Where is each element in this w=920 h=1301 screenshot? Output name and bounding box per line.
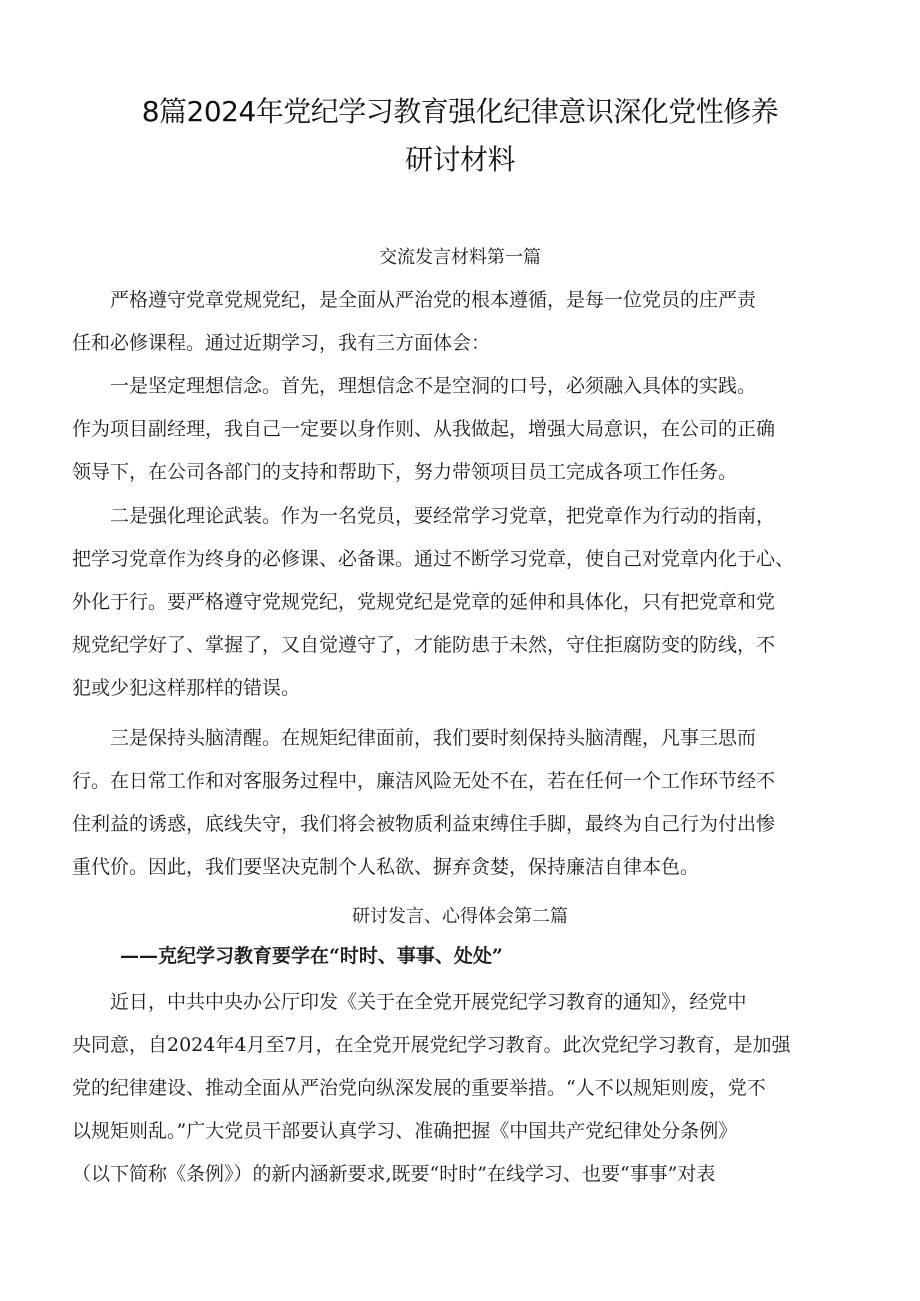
document-title-line2: 研讨材料 (404, 143, 515, 176)
paragraph-line: （以下简称《条例》）的新内涵新要求,既要“时时”在线学习、也要“事事”对表 (72, 1163, 716, 1185)
paragraph-line: 央同意，自2024年4月至7月，在全党开展党纪学习教育。此次党纪学习教育，是加强 (72, 1034, 791, 1056)
section2-paragraph-1 (72, 981, 872, 1196)
paragraph-line: 一是坚定理想信念。首先，理想信念不是空洞的口号，必须融入具体的实践。 (110, 375, 757, 397)
paragraph-line: 三是保持头脑清醒。在规矩纪律面前，我们要时刻保持头脑清醒，凡事三思而 (110, 727, 757, 749)
paragraph-line: 住利益的诱惑，底线失守，我们将会被物质利益束缚住手脚，最终为自己行为付出惨 (72, 813, 776, 835)
paragraph-line: 以规矩则乱。”广大党员干部要认真学习、准确把握《中国共产党纪律处分条例》 (72, 1120, 738, 1142)
section1-heading: 交流发言材料第一篇 (379, 247, 541, 268)
section2-heading: 研讨发言、心得体会第二篇 (352, 906, 568, 927)
paragraph-line: 任和必修课程。通过近期学习，我有三方面体会： (72, 332, 491, 354)
paragraph-line: 严格遵守党章党规党纪，是全面从严治党的根本遵循，是每一位党员的庄严责 (110, 289, 757, 311)
paragraph-line: 作为项目副经理，我自己一定要以身作则、从我做起，增强大局意识，在公司的正确 (72, 418, 776, 440)
paragraph-line: 二是强化理论武装。作为一名党员，要经常学习党章，把党章作为行动的指南， (110, 505, 776, 527)
paragraph-line: 重代价。因此，我们要坚决克制个人私欲、摒弃贪婪，保持廉洁自律本色。 (72, 856, 700, 878)
section2-subtitle: ——克纪学习教育要学在“时时、事事、处处” (120, 945, 503, 967)
paragraph-line: 外化于行。要严格遵守党规党纪，党规党纪是党章的延伸和具体化，只有把党章和党 (72, 591, 776, 613)
paragraph-line: 近日，中共中央办公厅印发《关于在全党开展党纪学习教育的通知》，经党中 (110, 991, 747, 1013)
document-title-line1: 8篇2024年党纪学习教育强化纪律意识深化党性修养 (141, 95, 779, 128)
section1-paragraph-4 (72, 717, 872, 889)
section1-paragraph-3 (72, 495, 872, 710)
section1-paragraph-1 (72, 279, 872, 365)
paragraph-line: 领导下，在公司各部门的支持和帮助下，努力带领项目员工完成各项工作任务。 (72, 461, 738, 483)
paragraph-line: 党的纪律建设、推动全面从严治党向纵深发展的重要举措。“人不以规矩则废，党不 (72, 1077, 766, 1099)
paragraph-line: 行。在日常工作和对客服务过程中，廉洁风险无处不在，若在任何一个工作环节经不 (72, 770, 776, 792)
paragraph-line: 犯或少犯这样那样的错误。 (72, 677, 301, 699)
paragraph-line: 把学习党章作为终身的必修课、必备课。通过不断学习党章，使自己对党章内化于心、 (72, 548, 795, 570)
section1-paragraph-2 (72, 365, 872, 494)
paragraph-line: 规党纪学好了、掌握了，又自觉遵守了，才能防患于未然，守住拒腐防变的防线，不 (72, 634, 776, 656)
